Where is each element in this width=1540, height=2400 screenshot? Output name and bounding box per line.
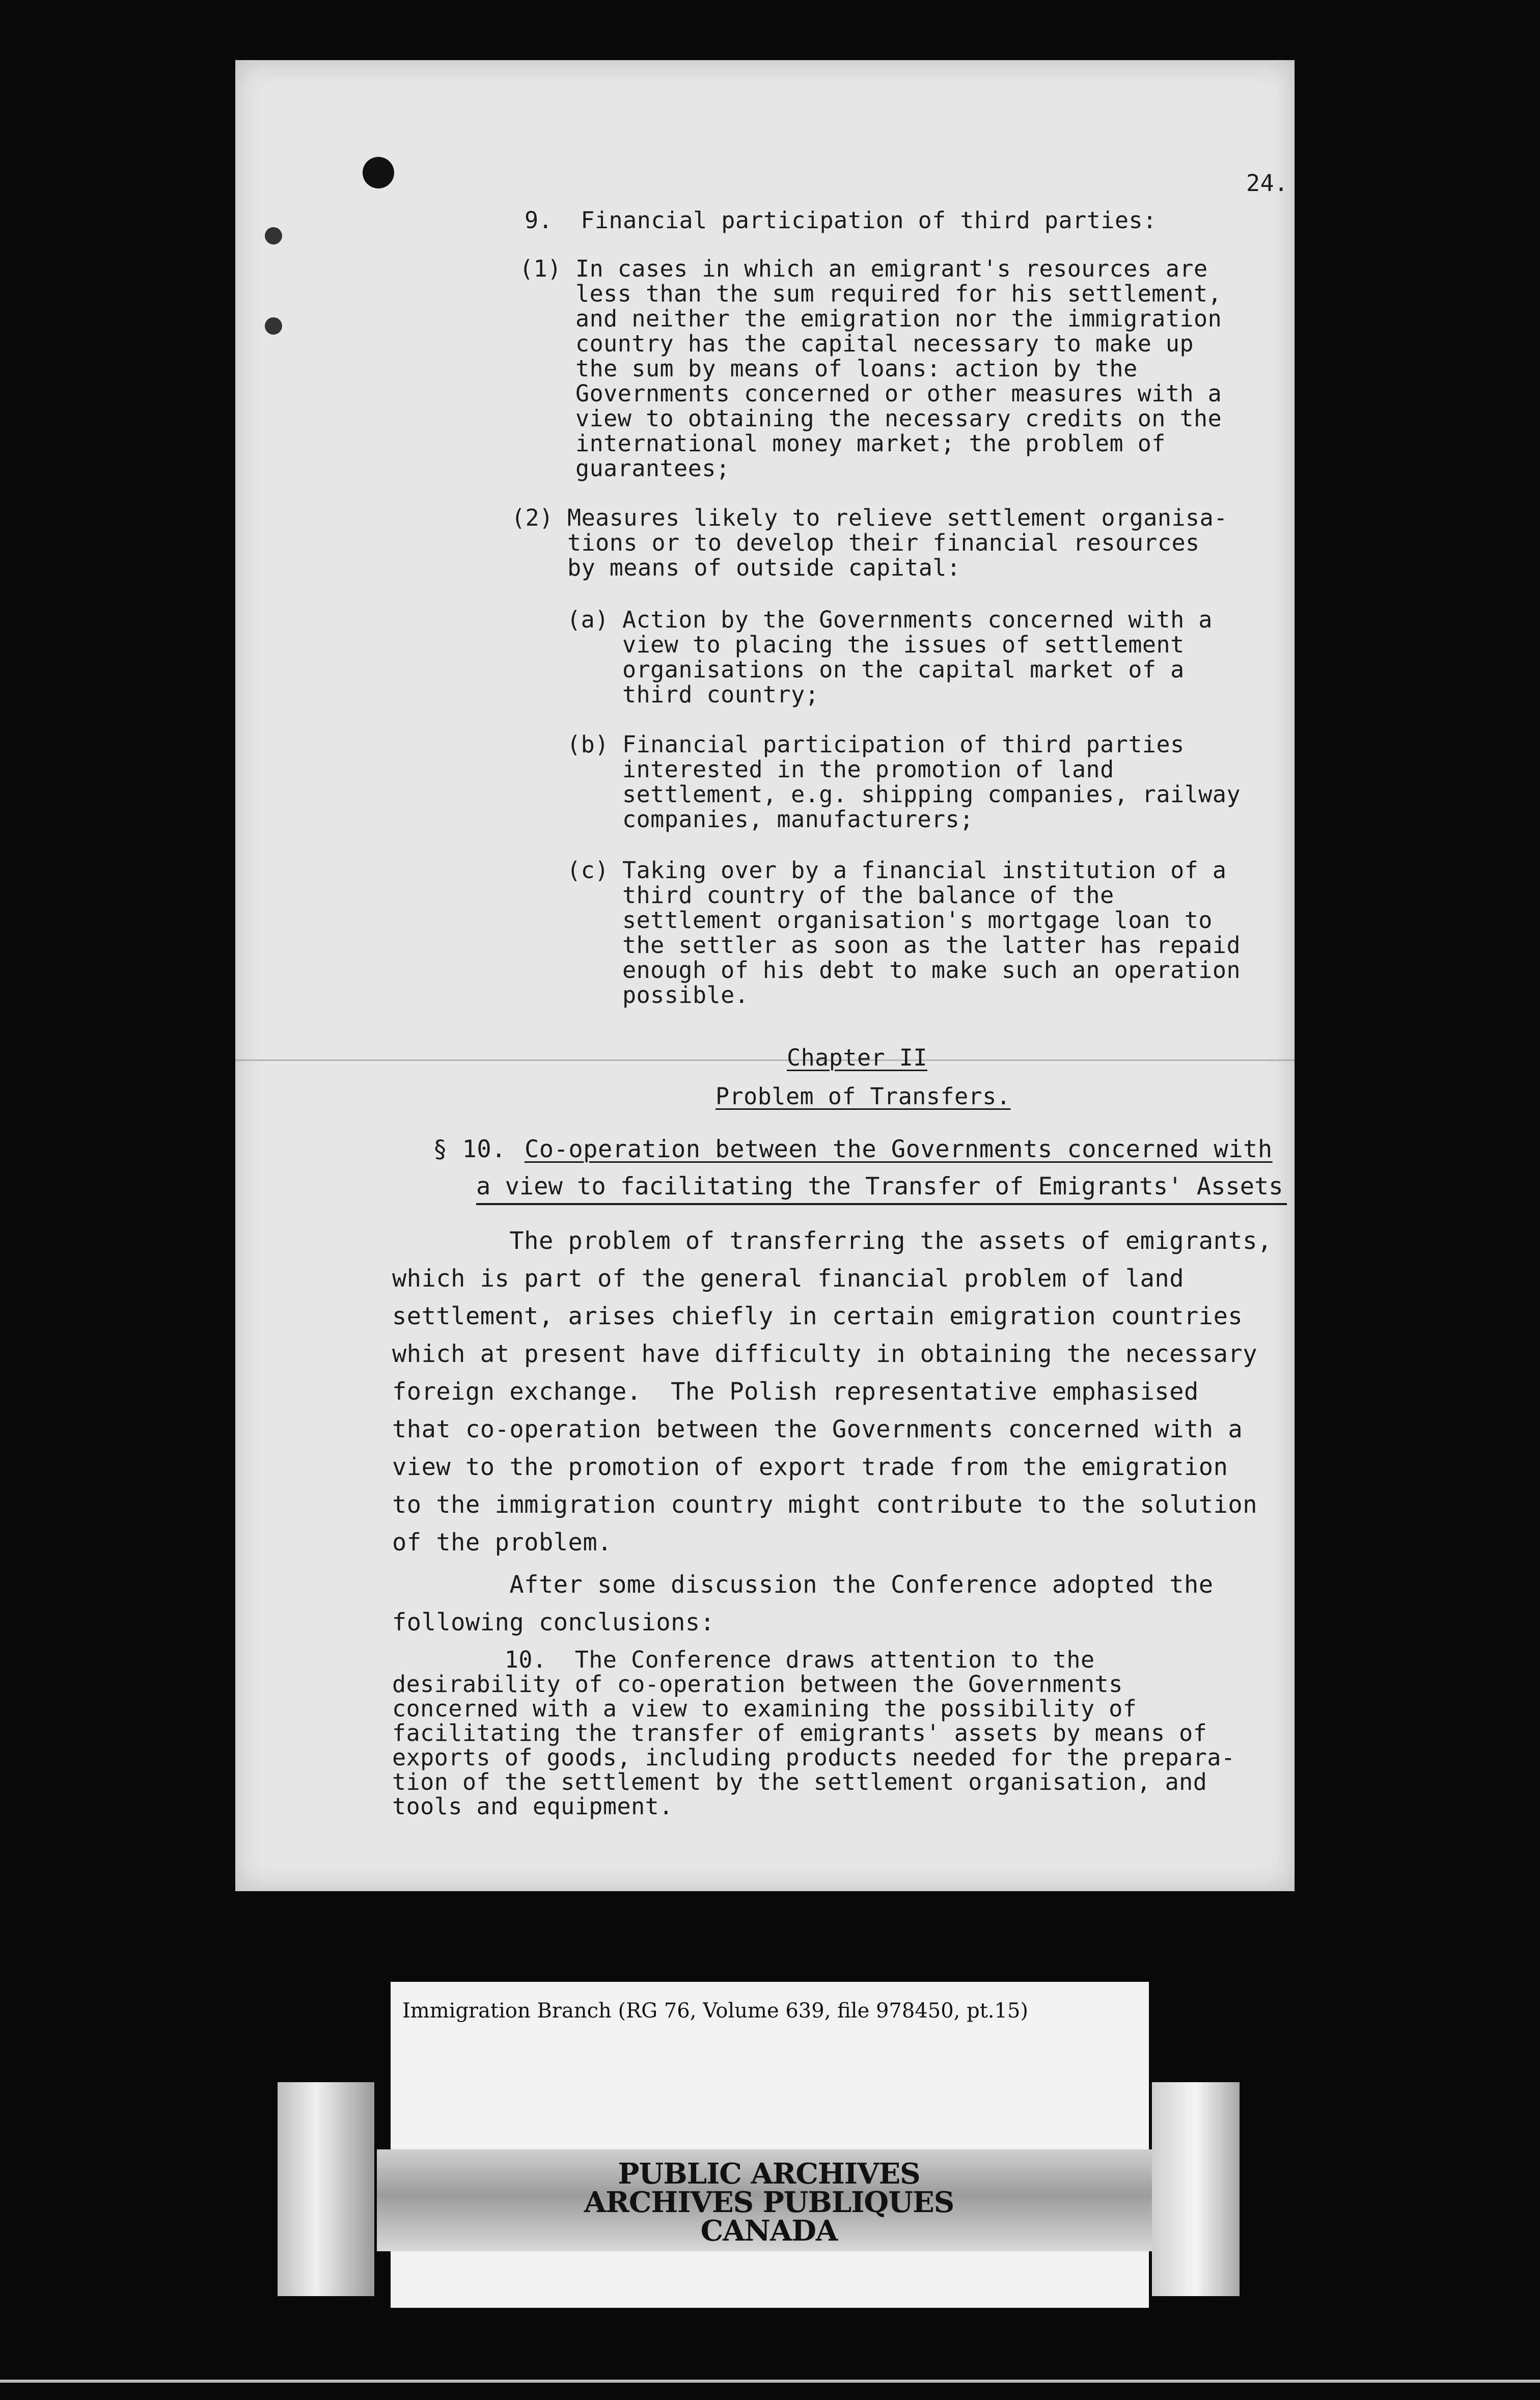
conclusion-line: 10. The Conference draws attention to the (392, 1646, 1095, 1673)
archives-stamp (575, 2157, 963, 2248)
stamp-line-3: CANADA (700, 2214, 838, 2248)
paragraph-1-line: foreign exchange. The Polish representative emphasised (392, 1378, 1199, 1406)
item-b-line: companies, manufacturers; (622, 806, 974, 833)
archive-label-text: Immigration Branch (RG 76, Volume 639, file 978450, pt.15) (402, 1999, 1029, 2023)
item-b-text (622, 732, 1241, 832)
paragraph-1-line: to the immigration country might contribute to the solution (392, 1491, 1257, 1519)
item-1-line: country has the capital necessary to make up (575, 330, 1194, 357)
item-c-marker: (c) (567, 857, 609, 884)
page-fold-crease (235, 1059, 1295, 1061)
paragraph-1-line: view to the promotion of export trade from the emigration (392, 1453, 1228, 1481)
section-10-paragraph-2 (392, 1566, 1214, 1642)
item-a-line: view to placing the issues of settlement (622, 631, 1185, 658)
archive-label-card (391, 1982, 1149, 2308)
punch-hole-top (363, 157, 394, 188)
paragraph-1-line: The problem of transferring the assets of emigrants, (392, 1227, 1272, 1255)
item-1-text (575, 256, 1222, 481)
item-b-line: Financial participation of third parties (622, 731, 1185, 758)
item-1-line: Governments concerned or other measures with a (575, 380, 1222, 407)
conclusion-line: tion of the settlement by the settlement organisation, and (392, 1768, 1207, 1795)
tape-left (278, 2082, 374, 2296)
item-2-text (567, 505, 1228, 580)
item-1-line: In cases in which an emigrant's resources are (575, 255, 1208, 282)
item-a-line: organisations on the capital market of a (622, 656, 1185, 683)
paragraph-1-line: that co-operation between the Governments concerned with a (392, 1415, 1243, 1443)
item-2-line: by means of outside capital: (567, 554, 961, 581)
item-1-line: the sum by means of loans: action by the (575, 355, 1138, 382)
page-number: 24. (1246, 170, 1288, 197)
stamp-line-2: ARCHIVES PUBLIQUES (584, 2186, 954, 2219)
section-9-heading: 9. Financial participation of third parties: (525, 207, 1157, 234)
item-c-line: the settler as soon as the latter has repaid (622, 932, 1241, 959)
item-a-marker: (a) (567, 606, 609, 633)
item-1-marker: (1) (519, 255, 562, 282)
item-a-text (622, 607, 1213, 707)
item-1-line: view to obtaining the necessary credits on the (575, 405, 1222, 432)
item-2-line: tions or to develop their financial resources (567, 529, 1200, 556)
film-edge-line (0, 2380, 1540, 2383)
item-1-line: international money market; the problem of (575, 430, 1166, 457)
item-c-line: enough of his debt to make such an operation (622, 957, 1241, 984)
section-10-underline (476, 1203, 1287, 1205)
section-10-title-line1: Co-operation between the Governments concerned with (525, 1135, 1273, 1163)
conclusion-line: desirability of co-operation between the Governments (392, 1671, 1123, 1698)
punch-hole-bottom (265, 317, 282, 335)
paragraph-2-line: following conclusions: (392, 1608, 715, 1637)
chapter-title: Chapter II (787, 1044, 927, 1071)
section-10-conclusion (392, 1648, 1235, 1819)
conclusion-line: tools and equipment. (392, 1793, 673, 1820)
paragraph-1-line: which is part of the general financial problem of land (392, 1265, 1185, 1293)
conclusion-line: exports of goods, including products needed for the prepara- (392, 1744, 1235, 1771)
paragraph-1-line: settlement, arises chiefly in certain emigration countries (392, 1302, 1243, 1330)
paragraph-1-line: of the problem. (392, 1529, 612, 1557)
item-c-line: Taking over by a financial institution of a (622, 857, 1227, 884)
section-10-number: § 10. (433, 1135, 506, 1163)
item-2-line: Measures likely to relieve settlement organisa- (567, 504, 1228, 531)
stamp-line-1: PUBLIC ARCHIVES (618, 2157, 920, 2191)
item-b-line: settlement, e.g. shipping companies, railway (622, 781, 1241, 808)
item-2-marker: (2) (511, 504, 554, 531)
item-a-line: Action by the Governments concerned with a (622, 606, 1213, 633)
conclusion-line: concerned with a view to examining the possibility of (392, 1695, 1137, 1722)
tape-right (1152, 2082, 1240, 2296)
item-b-line: interested in the promotion of land (622, 756, 1114, 783)
section-10-title-line2: a view to facilitating the Transfer of Emigrants' Assets (476, 1172, 1283, 1201)
item-a-line: third country; (622, 681, 819, 708)
item-c-text (622, 858, 1241, 1007)
item-c-line: settlement organisation's mortgage loan to (622, 907, 1213, 934)
chapter-subtitle: Problem of Transfers. (716, 1083, 1011, 1110)
punch-hole-middle (265, 227, 282, 244)
item-1-line: guarantees; (575, 455, 730, 482)
paragraph-2-line: After some discussion the Conference adopted the (392, 1571, 1214, 1599)
item-c-line: possible. (622, 981, 749, 1008)
item-b-marker: (b) (567, 731, 609, 758)
item-1-line: less than the sum required for his settlement, (575, 280, 1222, 307)
item-1-line: and neither the emigration nor the immigration (575, 305, 1222, 332)
section-10-paragraph-1 (392, 1222, 1272, 1562)
conclusion-line: facilitating the transfer of emigrants' assets by means of (392, 1720, 1207, 1747)
item-c-line: third country of the balance of the (622, 882, 1114, 909)
paragraph-1-line: which at present have difficulty in obtaining the necessary (392, 1340, 1257, 1368)
